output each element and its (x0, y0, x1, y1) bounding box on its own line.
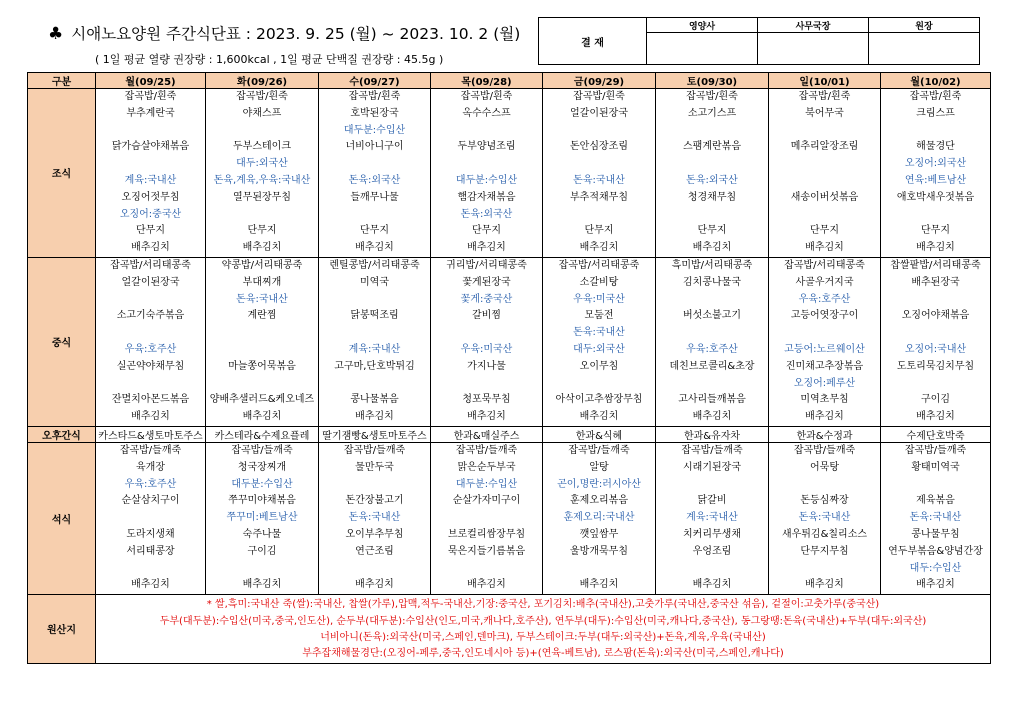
menu-cell (769, 257, 881, 426)
menu-item: 소고기스프 (687, 107, 737, 119)
header-day: 수(09/27) (319, 73, 431, 89)
origin-note: 계육:국내산 (348, 343, 401, 355)
origin-note: 오징어:중국산 (119, 208, 182, 220)
menu-item: 단무지무침 (800, 545, 849, 557)
menu-item: 햄감자채볶음 (457, 191, 516, 203)
menu-item: 배추김치 (692, 579, 732, 591)
menu-item: 들깨무나물 (350, 191, 399, 203)
menu-item (769, 123, 880, 140)
origin-note: 훈제오리:국내산 (563, 512, 635, 524)
origin-note: 우육:호주산 (124, 478, 177, 490)
menu-item (319, 561, 430, 578)
menu-item: 돈등심짜장 (800, 495, 849, 507)
menu-item: 찹쌀팥밥/서리태콩죽 (890, 259, 981, 271)
menu-item (881, 292, 990, 309)
origin-note: 돈육:국내산 (573, 327, 625, 339)
menu-item: 구이김 (247, 545, 277, 557)
menu-item: 닭봉떡조림 (350, 310, 399, 322)
menu-item (769, 477, 880, 494)
menu-item: 배추김치 (692, 411, 732, 423)
origin-cell (96, 595, 991, 664)
approval-role: 원장 (869, 18, 980, 33)
menu-item: 잡곡밥/흰죽 (124, 91, 177, 102)
menu-item: 고등어엿장구이 (790, 310, 859, 322)
menu-item: 잡곡밥/흰죽 (798, 91, 851, 102)
menu-item (543, 123, 655, 140)
menu-cell (656, 257, 769, 426)
origin-label: 원산지 (28, 595, 96, 664)
menu-item: 잡곡밥/서리태콩죽 (784, 259, 865, 271)
menu-item: 사골우거지국 (795, 276, 854, 288)
menu-item: 돈간장불고기 (345, 495, 404, 507)
menu-cell (319, 89, 431, 258)
origin-note: 대두분:수입산 (343, 124, 406, 136)
menu-item: 애호박새우젓볶음 (896, 191, 975, 203)
approval-label: 결 재 (539, 18, 647, 65)
menu-cell (206, 442, 319, 594)
menu-item (206, 325, 318, 342)
menu-cell (319, 442, 431, 594)
menu-item (431, 510, 542, 527)
menu-item: 배추김치 (242, 579, 282, 591)
menu-item: 배추김치 (579, 579, 619, 591)
menu-item: 순살삼치구이 (121, 495, 180, 507)
menu-item: 양배추샐러드&케오네즈 (209, 394, 315, 406)
menu-item (656, 561, 768, 578)
menu-item (881, 207, 990, 224)
menu-item (769, 325, 880, 342)
origin-note: 오징어:페루산 (793, 377, 856, 389)
menu-item: 배추김치 (805, 411, 844, 423)
approval-role: 영양사 (647, 18, 758, 33)
menu-item: 데친브로콜리&초장 (669, 360, 755, 372)
meal-label: 중식 (28, 257, 96, 426)
menu-item: 잡곡밥/들깨죽 (568, 444, 630, 456)
menu-cell (543, 257, 656, 426)
menu-item (656, 123, 768, 140)
menu-item: 아삭이고추쌈장무침 (555, 394, 643, 406)
menu-item (881, 123, 990, 140)
origin-note: 돈육:외국산 (348, 174, 401, 186)
menu-item: 잡곡밥/흰죽 (460, 91, 513, 102)
menu-item (881, 477, 990, 494)
signature-box (869, 33, 980, 65)
menu-item: 소고기숙주볶음 (116, 310, 185, 322)
menu-item (96, 292, 205, 309)
menu-item: 마늘쫑어묵볶음 (228, 360, 296, 372)
menu-item: 단무지 (136, 225, 165, 237)
menu-item: 청포묵무침 (462, 394, 511, 406)
origin-note: 돈육,계육,우육:국내산 (213, 174, 311, 186)
menu-item (543, 376, 655, 393)
menu-item: 배추김치 (355, 579, 394, 591)
origin-note: 대두분:수입산 (455, 174, 518, 186)
snack-item: 한과&식혜 (543, 426, 656, 442)
menu-item (96, 376, 205, 393)
menu-item: 우엉조림 (692, 545, 732, 557)
menu-item: 호박된장국 (350, 107, 399, 119)
menu-item (96, 123, 205, 140)
snack-label: 오후간식 (28, 426, 96, 442)
menu-item: 계란찜 (247, 310, 277, 322)
origin-note: 오징어:외국산 (904, 158, 967, 170)
approval-role: 사무국장 (758, 18, 869, 33)
menu-item: 잡곡밥/흰죽 (236, 91, 288, 102)
menu-cell (431, 257, 543, 426)
snack-item: 수제단호박죽 (881, 426, 991, 442)
menu-item (319, 325, 430, 342)
menu-item: 배추된장국 (911, 276, 960, 288)
menu-item (319, 292, 430, 309)
origin-note: 꽃게:중국산 (460, 293, 513, 305)
menu-item: 배추김치 (579, 411, 619, 423)
origin-note: 돈육:국내산 (909, 512, 962, 524)
menu-cell (319, 257, 431, 426)
origin-note: 곤이,명란:러시아산 (557, 478, 641, 490)
menu-item (431, 123, 542, 140)
approval-box (538, 17, 980, 65)
menu-item: 얼갈이된장국 (570, 107, 628, 119)
menu-item: 배추김치 (916, 242, 955, 254)
menu-item: 닭갈비 (697, 495, 727, 507)
menu-item (431, 156, 542, 173)
menu-item: 연두부볶음&양념간장 (888, 545, 983, 557)
menu-item (656, 207, 768, 224)
header-day: 일(10/01) (769, 73, 881, 89)
origin-note: 우육:미국산 (460, 343, 513, 355)
origin-note: 돈육:국내산 (798, 512, 851, 524)
menu-item: 잡곡밥/흰죽 (573, 91, 625, 102)
menu-item: 배추김치 (131, 242, 170, 254)
menu-item (656, 156, 768, 173)
origin-note: 대두분:수입산 (455, 478, 518, 490)
signature-box (647, 33, 758, 65)
menu-item: 귀리밥/서리태콩죽 (446, 259, 527, 271)
menu-item (206, 342, 318, 359)
origin-note: 대두:외국산 (573, 343, 625, 355)
menu-item: 잡곡밥/흰죽 (348, 91, 401, 102)
menu-item (769, 156, 880, 173)
header-day: 월(10/02) (881, 73, 991, 89)
origin-note: 계육:국내산 (686, 512, 738, 524)
menu-item: 오이부추무침 (345, 528, 404, 540)
menu-item: 미역초무침 (800, 394, 849, 406)
menu-item (206, 561, 318, 578)
menu-item: 갈비찜 (472, 310, 501, 322)
menu-item: 배추김치 (805, 579, 844, 591)
menu-item: 오징어야채볶음 (901, 310, 970, 322)
menu-table (27, 72, 991, 664)
origin-line: 부추잡채해물경단:(오징어-페루,중국,인도네시아 등)+(연육-베트남), 로스팜(돈육):외국산(미국,스페인,캐나다) (302, 648, 784, 660)
menu-item: 돈안심장조림 (570, 141, 628, 153)
menu-item: 약콩밥/서리태콩죽 (221, 259, 303, 271)
origin-note: 오징어:국내산 (904, 343, 967, 355)
menu-item: 훈제오리볶음 (570, 495, 628, 507)
snack-item: 카스타드&생토마토주스 (96, 426, 206, 442)
header-day: 금(09/29) (543, 73, 656, 89)
menu-item: 배추김치 (916, 579, 955, 591)
menu-cell (769, 89, 881, 258)
menu-item: 렌틸콩밥/서리태콩죽 (329, 259, 420, 271)
menu-item: 알탕 (589, 461, 609, 473)
menu-item (206, 123, 318, 140)
menu-item: 순살가자미구이 (452, 495, 521, 507)
menu-item: 오이무침 (579, 360, 619, 372)
signature-box (758, 33, 869, 65)
menu-item: 배추김치 (692, 242, 732, 254)
menu-item: 육개장 (136, 461, 165, 473)
meal-row (28, 257, 991, 426)
menu-item (881, 325, 990, 342)
menu-item (319, 207, 430, 224)
menu-cell (543, 442, 656, 594)
menu-cell (656, 89, 769, 258)
snack-item: 한과&매실주스 (431, 426, 543, 442)
menu-item: 연근조림 (355, 545, 394, 557)
menu-item: 단무지 (921, 225, 950, 237)
menu-item (543, 561, 655, 578)
menu-item: 배추김치 (467, 411, 506, 423)
menu-item: 배추김치 (805, 242, 844, 254)
origin-note: 돈육:외국산 (460, 208, 513, 220)
menu-item: 단무지 (472, 225, 501, 237)
menu-item: 잡곡밥/흰죽 (909, 91, 962, 102)
meal-label: 조식 (28, 89, 96, 258)
origin-note: 돈육:외국산 (686, 174, 738, 186)
menu-item: 크림스프 (916, 107, 955, 119)
menu-item: 숙주나물 (242, 528, 282, 540)
menu-item (881, 376, 990, 393)
menu-item: 청경채무침 (687, 191, 737, 203)
menu-item: 버섯소불고기 (683, 310, 741, 322)
origin-note: 대두:외국산 (236, 158, 288, 170)
meal-label: 석식 (28, 442, 96, 594)
menu-cell (96, 257, 206, 426)
menu-item: 시래기된장국 (683, 461, 741, 473)
menu-item: 배추김치 (467, 242, 506, 254)
menu-item: 메추리알장조림 (790, 141, 859, 153)
menu-item: 콩나물무침 (911, 528, 960, 540)
menu-item: 제육볶음 (916, 495, 955, 507)
menu-item: 얼갈이된장국 (121, 276, 180, 288)
meal-row (28, 89, 991, 258)
menu-item: 닭가슴살야채볶음 (111, 141, 190, 153)
menu-item: 묵은지들기름볶음 (447, 545, 526, 557)
menu-item: 어묵탕 (810, 461, 839, 473)
menu-item (96, 156, 205, 173)
menu-item: 부추적채무침 (570, 191, 628, 203)
snack-item: 한과&수정과 (769, 426, 881, 442)
menu-cell (96, 89, 206, 258)
menu-item: 해물경단 (916, 141, 955, 153)
origin-note: 돈육:국내산 (573, 174, 625, 186)
origin-line: 너비아니(돈육):외국산(미국,스페인,덴마크), 두부스테이크:두부(대두:외국산)+돈육,계육,우육(국내산) (320, 631, 766, 643)
menu-item (656, 292, 768, 309)
subtitle: ( 1일 평균 열량 권장량 : 1,600kcal , 1일 평균 단백질 권장량 : 45.5g ) (95, 53, 444, 66)
menu-item: 단무지 (247, 225, 277, 237)
menu-item: 고사리들깨볶음 (678, 394, 746, 406)
menu-item: 배추김치 (355, 411, 394, 423)
menu-item: 가지나물 (467, 360, 506, 372)
menu-item: 잔멸치아몬드볶음 (111, 394, 190, 406)
header-day: 토(09/30) (656, 73, 769, 89)
menu-item (431, 325, 542, 342)
menu-item: 배추김치 (355, 242, 394, 254)
menu-cell (881, 442, 991, 594)
menu-cell (656, 442, 769, 594)
menu-item: 도토리묵김치무침 (896, 360, 975, 372)
header-day: 화(09/26) (206, 73, 319, 89)
menu-item: 스팸계란볶음 (683, 141, 741, 153)
meal-row (28, 442, 991, 594)
origin-note: 우육:호주산 (798, 293, 851, 305)
menu-item (543, 156, 655, 173)
menu-item: 부추계란국 (126, 107, 175, 119)
origin-note: 대두:수입산 (909, 562, 962, 574)
menu-cell (769, 442, 881, 594)
menu-item: 고구마,단호박튀김 (334, 360, 415, 372)
menu-item: 열무된장무침 (233, 191, 291, 203)
origin-note: 쭈꾸미:베트남산 (226, 512, 298, 524)
menu-item: 청국장찌개 (237, 461, 287, 473)
menu-item: 도라지생채 (126, 528, 175, 540)
menu-cell (881, 257, 991, 426)
snack-item: 카스테라&수제요플레 (206, 426, 319, 442)
menu-cell (206, 257, 319, 426)
origin-note: 돈육:국내산 (348, 512, 401, 524)
menu-item: 배추김치 (242, 242, 282, 254)
menu-item: 미역국 (360, 276, 389, 288)
menu-item: 배추김치 (916, 411, 955, 423)
menu-item: 브로컬리쌈장무침 (447, 528, 526, 540)
menu-item: 배추김치 (131, 411, 170, 423)
menu-item: 실곤약야채무침 (116, 360, 185, 372)
menu-item (769, 173, 880, 190)
menu-item: 잡곡밥/흰죽 (686, 91, 738, 102)
menu-item (656, 325, 768, 342)
menu-item (206, 207, 318, 224)
title-text: 시애노요양원 주간식단표 : 2023. 9. 25 (월) ~ 2023. 10. 2 (월) (71, 25, 521, 43)
origin-line: * 쌀,흑미:국내산 죽(쌀):국내산, 찹쌀(가루),압맥,적두-국내산,기장:중국산, 포기김치:배추(국내산),고춧가루(국내산,중국산 섞음), 겉절이:고춧가루(중국산) (206, 599, 880, 611)
menu-item: 부대찌개 (242, 276, 282, 288)
menu-cell (431, 89, 543, 258)
menu-item: 잡곡밥/들깨죽 (904, 444, 967, 456)
menu-item (319, 156, 430, 173)
menu-item: 잡곡밥/들깨죽 (343, 444, 406, 456)
menu-item: 야채스프 (242, 107, 282, 119)
origin-note: 돈육:국내산 (236, 293, 288, 305)
menu-item (96, 510, 205, 527)
menu-item: 잡곡밥/들깨죽 (231, 444, 293, 456)
menu-item: 소갈비탕 (579, 276, 619, 288)
menu-item (206, 376, 318, 393)
club-icon: ♣ (48, 24, 64, 44)
origin-line: 두부(대두분):수입산(미국,중국,인도산), 순두부(대두분):수입산(인도,미국,캐나다,호주산), 연두부(대두):수입산(미국,캐나다,중국산), 동그랑땡:돈육(국내산)+두부(대두:외국산) (159, 615, 927, 627)
header-category: 구분 (28, 73, 96, 89)
menu-item: 서리태콩장 (126, 545, 175, 557)
menu-item: 잡곡밥/들깨죽 (793, 444, 856, 456)
menu-item: 잡곡밥/들깨죽 (119, 444, 182, 456)
menu-item: 진미채고추장볶음 (785, 360, 864, 372)
menu-item: 단무지 (360, 225, 389, 237)
origin-note: 대두분:수입산 (231, 478, 293, 490)
menu-item: 두부양념조림 (457, 141, 516, 153)
menu-cell (881, 89, 991, 258)
menu-item: 콩나물볶음 (350, 394, 399, 406)
menu-item: 새송이버섯볶음 (790, 191, 859, 203)
menu-item: 오징어젓무침 (121, 191, 180, 203)
menu-item (431, 561, 542, 578)
menu-item: 잡곡밥/들깨죽 (681, 444, 743, 456)
menu-item: 옥수수스프 (462, 107, 511, 119)
menu-item (319, 376, 430, 393)
menu-item: 단무지 (697, 225, 727, 237)
menu-item: 깻잎쌈무 (579, 528, 619, 540)
menu-item: 배추김치 (242, 411, 282, 423)
menu-item: 구이김 (921, 394, 950, 406)
menu-item: 황태미역국 (911, 461, 960, 473)
menu-item: 새우튀김&칠리소스 (781, 528, 868, 540)
origin-note: 우육:호주산 (686, 343, 738, 355)
menu-cell (543, 89, 656, 258)
menu-item: 단무지 (584, 225, 614, 237)
menu-item (656, 477, 768, 494)
menu-item: 울방개묵무침 (570, 545, 628, 557)
menu-item: 꽃게된장국 (462, 276, 511, 288)
menu-item: 북어무국 (805, 107, 844, 119)
menu-cell (431, 442, 543, 594)
menu-item: 배추김치 (467, 579, 506, 591)
menu-cell (206, 89, 319, 258)
menu-item: 흑미밥/서리태콩죽 (671, 259, 753, 271)
origin-note: 우육:미국산 (573, 293, 625, 305)
menu-item (319, 477, 430, 494)
origin-note: 고등어:노르웨이산 (784, 343, 865, 355)
origin-note: 계육:국내산 (124, 174, 177, 186)
menu-item: 치커리무생채 (683, 528, 741, 540)
snack-item: 한과&유자차 (656, 426, 769, 442)
menu-item: 잡곡밥/서리태콩죽 (558, 259, 640, 271)
menu-item: 배추김치 (131, 579, 170, 591)
menu-cell (96, 442, 206, 594)
menu-item: 쭈꾸미야채볶음 (228, 495, 296, 507)
menu-item: 물만두국 (355, 461, 394, 473)
menu-item: 김치콩나물국 (683, 276, 741, 288)
snack-item: 딸기잼빵&생토마토주스 (319, 426, 431, 442)
menu-item (543, 207, 655, 224)
header-day: 월(09/25) (96, 73, 206, 89)
page-title (48, 22, 520, 44)
menu-item: 단무지 (810, 225, 839, 237)
menu-item (96, 561, 205, 578)
origin-note: 우육:호주산 (124, 343, 177, 355)
menu-item: 너비아니구이 (345, 141, 404, 153)
menu-item: 모둠전 (584, 310, 614, 322)
menu-item (96, 325, 205, 342)
origin-note: 연육:베트남산 (904, 174, 967, 186)
menu-item (431, 376, 542, 393)
menu-item (769, 561, 880, 578)
menu-item: 두부스테이크 (233, 141, 291, 153)
menu-item (656, 376, 768, 393)
header-day: 목(09/28) (431, 73, 543, 89)
menu-item: 잡곡밥/서리태콩죽 (110, 259, 191, 271)
menu-item: 배추김치 (579, 242, 619, 254)
menu-item (769, 207, 880, 224)
menu-item: 맑은순두부국 (457, 461, 516, 473)
menu-item: 잡곡밥/들깨죽 (455, 444, 518, 456)
